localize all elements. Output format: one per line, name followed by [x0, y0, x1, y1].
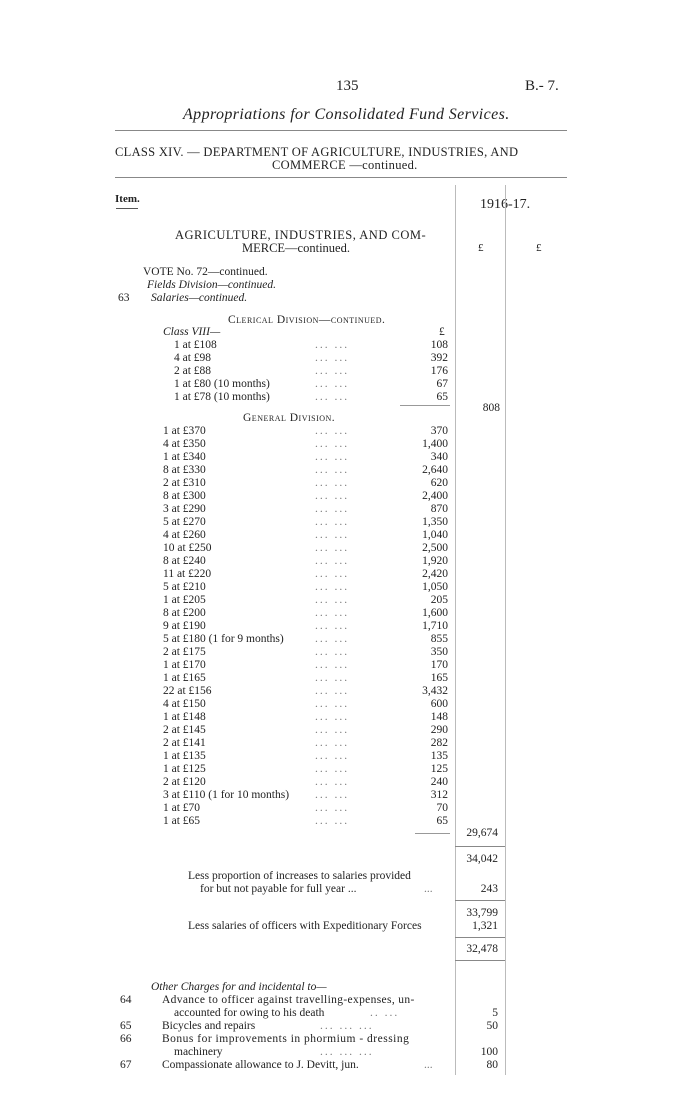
- salary-row: [163, 607, 448, 620]
- salary-row: [174, 352, 448, 365]
- dept-heading-line2-text: MERCE—continued.: [242, 241, 350, 255]
- salary-row-label: 4 at £98: [174, 352, 212, 364]
- leader-dots: ... ...: [315, 516, 350, 528]
- salary-row-amount: 67: [436, 378, 448, 390]
- salary-row-amount: 290: [430, 724, 448, 736]
- leader-dots: ... ...: [315, 789, 350, 801]
- salary-row-amount: 870: [430, 503, 448, 515]
- salary-row-label: 1 at £170: [163, 659, 206, 671]
- other-item-dots: ...: [424, 1059, 433, 1071]
- other-item-amount: 50: [486, 1020, 498, 1032]
- clerical-total: 808: [482, 402, 500, 414]
- less-increases-line1: Less proportion of increases to salaries provided: [188, 870, 411, 882]
- salary-row-label: 1 at £125: [163, 763, 206, 775]
- salary-row-label: 5 at £210: [163, 581, 206, 593]
- salary-row-label: 5 at £270: [163, 516, 206, 528]
- salary-row-label: 1 at £65: [163, 815, 201, 827]
- salary-row-amount: 170: [430, 659, 448, 671]
- less-increases-amount: 243: [480, 883, 498, 895]
- other-item-text: Bicycles and repairs: [162, 1020, 256, 1032]
- salary-row: [163, 594, 448, 607]
- salary-row-amount: 2,420: [422, 568, 448, 580]
- leader-dots: ... ...: [315, 685, 350, 697]
- salary-row-label: 1 at £78 (10 months): [174, 391, 270, 403]
- salary-row-amount: 2,640: [422, 464, 448, 476]
- dept-heading-line2: [242, 241, 350, 256]
- salary-row-label: 1 at £80 (10 months): [174, 378, 270, 390]
- salary-row: [174, 378, 448, 391]
- salary-row-label: 2 at £145: [163, 724, 206, 736]
- salary-row-label: 1 at £70: [163, 802, 201, 814]
- salary-row-label: 2 at £175: [163, 646, 206, 658]
- other-item-number: 65: [120, 1020, 132, 1032]
- salaries-label: Salaries—continued.: [151, 292, 248, 304]
- leader-dots: ... ...: [315, 464, 350, 476]
- salary-row-amount: 600: [430, 698, 448, 710]
- salary-row-amount: 855: [430, 633, 448, 645]
- salary-row: [163, 789, 448, 802]
- leader-dots: ... ...: [315, 633, 350, 645]
- class-heading-line1: CLASS XIV. — DEPARTMENT OF AGRICULTURE, INDUSTRIES, AND: [115, 145, 519, 159]
- less-expeditionary-amount: 1,321: [472, 920, 498, 932]
- salary-row: [174, 365, 448, 378]
- header-rule: [115, 130, 567, 131]
- vote-number: VOTE No. 72—continued.: [143, 266, 268, 278]
- leader-dots: ... ...: [315, 352, 350, 364]
- subtotal3-underline: [455, 960, 505, 961]
- column-rule-left: [455, 185, 456, 1075]
- salary-row: [163, 711, 448, 724]
- less-increases-line2: for but not payable for full year ...: [200, 883, 357, 895]
- less-expeditionary-text: Less salaries of officers with Expeditionary Forces: [188, 920, 422, 932]
- other-item-dots: ... ... ...: [320, 1020, 374, 1032]
- leader-dots: ... ...: [315, 490, 350, 502]
- leader-dots: ... ...: [315, 659, 350, 671]
- leader-dots: ... ...: [315, 581, 350, 593]
- clerical-sum-rule: [400, 405, 450, 406]
- salary-row: [163, 490, 448, 503]
- salary-row-amount: 135: [430, 750, 448, 762]
- general-sum-rule: [415, 833, 450, 834]
- leader-dots: ... ...: [315, 802, 350, 814]
- salary-row-amount: 70: [436, 802, 448, 814]
- subtotal1-amount: 34,042: [466, 853, 498, 865]
- salary-row-amount: 1,040: [422, 529, 448, 541]
- doc-reference: B.- 7.: [525, 78, 559, 94]
- other-item-number: 67: [120, 1059, 132, 1071]
- leader-dots: ... ...: [315, 646, 350, 658]
- column-rule-right: [505, 185, 506, 1075]
- salary-row: [163, 633, 448, 646]
- salary-row-label: 8 at £330: [163, 464, 206, 476]
- clerical-pound-sign: £: [439, 326, 445, 338]
- year-column-header: 1916-17.: [480, 197, 531, 212]
- salary-row-amount: 205: [430, 594, 448, 606]
- salary-row: [163, 685, 448, 698]
- salary-row: [163, 581, 448, 594]
- subtotal1-rule: [455, 846, 505, 847]
- vote-item-number: 63: [118, 292, 130, 304]
- other-item-amount: 100: [480, 1046, 498, 1058]
- salary-row: [174, 391, 448, 404]
- leader-dots: ... ...: [315, 425, 350, 437]
- salary-row-amount: 1,600: [422, 607, 448, 619]
- other-item-text-cont: accounted for owing to his death: [174, 1007, 325, 1019]
- leader-dots: ... ...: [315, 451, 350, 463]
- clerical-heading: Clerical Division—continued.: [228, 314, 386, 326]
- other-item-dots: .. ...: [370, 1007, 400, 1019]
- leader-dots: ... ...: [315, 724, 350, 736]
- page-title: Appropriations for Consolidated Fund Services.: [183, 106, 510, 123]
- leader-dots: ... ...: [315, 568, 350, 580]
- leader-dots: ... ...: [315, 750, 350, 762]
- salary-row-label: 1 at £135: [163, 750, 206, 762]
- salary-row-label: 8 at £200: [163, 607, 206, 619]
- salary-row: [163, 776, 448, 789]
- salary-row-amount: 282: [430, 737, 448, 749]
- leader-dots: ... ...: [315, 711, 350, 723]
- pound-sign-col2: £: [536, 242, 542, 254]
- leader-dots: ... ...: [315, 776, 350, 788]
- other-item-text-cont: machinery: [174, 1046, 223, 1058]
- salary-row: [163, 737, 448, 750]
- subtotal2-amount: 33,799: [466, 907, 498, 919]
- salary-row-label: 10 at £250: [163, 542, 212, 554]
- salary-row-label: 1 at £165: [163, 672, 206, 684]
- salary-row-amount: 108: [430, 339, 448, 351]
- salary-row-amount: 1,050: [422, 581, 448, 593]
- salary-row-amount: 392: [430, 352, 448, 364]
- salary-row-label: 11 at £220: [163, 568, 212, 580]
- salary-row: [163, 464, 448, 477]
- salary-row: [163, 815, 448, 828]
- salary-row-label: 3 at £290: [163, 503, 206, 515]
- salary-row-label: 1 at £205: [163, 594, 206, 606]
- salary-row-amount: 1,400: [422, 438, 448, 450]
- leader-dots: ... ...: [315, 529, 350, 541]
- subtotal2-rule: [455, 900, 505, 901]
- salary-row-label: 1 at £370: [163, 425, 206, 437]
- leader-dots: ... ...: [315, 594, 350, 606]
- salary-row: [163, 542, 448, 555]
- salary-row-label: 4 at £350: [163, 438, 206, 450]
- salary-row: [163, 425, 448, 438]
- clerical-class-label: Class VIII—: [163, 326, 221, 338]
- salary-row-amount: 620: [430, 477, 448, 489]
- salary-row: [163, 503, 448, 516]
- general-heading: General Division.: [243, 412, 336, 424]
- salary-row-amount: 165: [430, 672, 448, 684]
- salary-row: [163, 516, 448, 529]
- leader-dots: ... ...: [315, 438, 350, 450]
- other-item-amount: 80: [486, 1059, 498, 1071]
- leader-dots: ... ...: [315, 542, 350, 554]
- salary-row: [163, 568, 448, 581]
- page-number: 135: [336, 78, 359, 94]
- subtotal3-amount: 32,478: [466, 943, 498, 955]
- salary-row-amount: 65: [436, 391, 448, 403]
- less-increases-dots: ...: [424, 883, 433, 895]
- item-column-header: Item.: [115, 193, 140, 205]
- salary-row: [163, 529, 448, 542]
- salary-row-label: 1 at £340: [163, 451, 206, 463]
- salary-row-label: 9 at £190: [163, 620, 206, 632]
- salary-row-label: 4 at £150: [163, 698, 206, 710]
- subtotal3-rule: [455, 937, 505, 938]
- pound-sign-col1: £: [478, 242, 484, 254]
- salary-row: [163, 477, 448, 490]
- salary-row: [163, 646, 448, 659]
- salary-row-label: 8 at £240: [163, 555, 206, 567]
- salary-row-label: 4 at £260: [163, 529, 206, 541]
- salary-row-amount: 3,432: [422, 685, 448, 697]
- salary-row-label: 2 at £141: [163, 737, 206, 749]
- leader-dots: ... ...: [315, 815, 350, 827]
- salary-row-amount: 240: [430, 776, 448, 788]
- salary-row: [163, 451, 448, 464]
- fields-division: Fields Division—continued.: [147, 279, 277, 291]
- leader-dots: ... ...: [315, 737, 350, 749]
- other-item-text: Bonus for improvements in phormium - dressing: [162, 1033, 410, 1045]
- leader-dots: ... ...: [315, 391, 350, 403]
- salary-row-amount: 340: [430, 451, 448, 463]
- salary-row-label: 1 at £148: [163, 711, 206, 723]
- salary-row-amount: 1,710: [422, 620, 448, 632]
- salary-row-amount: 370: [430, 425, 448, 437]
- salary-row-label: 2 at £310: [163, 477, 206, 489]
- leader-dots: ... ...: [315, 620, 350, 632]
- salary-row: [163, 763, 448, 776]
- salary-row: [163, 438, 448, 451]
- salary-row-label: 2 at £120: [163, 776, 206, 788]
- leader-dots: ... ...: [315, 607, 350, 619]
- salary-row: [163, 620, 448, 633]
- leader-dots: ... ...: [315, 378, 350, 390]
- general-total: 29,674: [466, 827, 498, 839]
- salary-row-amount: 1,920: [422, 555, 448, 567]
- leader-dots: ... ...: [315, 365, 350, 377]
- salary-row-label: 2 at £88: [174, 365, 212, 377]
- salary-row-amount: 65: [436, 815, 448, 827]
- other-item-text: Compassionate allowance to J. Devitt, jun.: [162, 1059, 359, 1071]
- salary-row-amount: 1,350: [422, 516, 448, 528]
- salary-row-label: 22 at £156: [163, 685, 212, 697]
- salary-row: [163, 659, 448, 672]
- leader-dots: ... ...: [315, 672, 350, 684]
- leader-dots: ... ...: [315, 555, 350, 567]
- salary-row: [174, 339, 448, 352]
- other-item-amount: 5: [492, 1007, 498, 1019]
- other-item-number: 64: [120, 994, 132, 1006]
- other-item-dots: ... ... ...: [320, 1046, 374, 1058]
- leader-dots: ... ...: [315, 503, 350, 515]
- salary-row-amount: 2,400: [422, 490, 448, 502]
- salary-row-amount: 148: [430, 711, 448, 723]
- dept-heading-line1: AGRICULTURE, INDUSTRIES, AND COM-: [175, 228, 427, 242]
- salary-row-amount: 2,500: [422, 542, 448, 554]
- class-heading-line2: COMMERCE —continued.: [272, 158, 418, 172]
- leader-dots: ... ...: [315, 339, 350, 351]
- salary-row: [163, 724, 448, 737]
- salary-row-label: 8 at £300: [163, 490, 206, 502]
- salary-row-amount: 312: [430, 789, 448, 801]
- other-item-number: 66: [120, 1033, 132, 1045]
- salary-row: [163, 750, 448, 763]
- salary-row-amount: 125: [430, 763, 448, 775]
- leader-dots: ... ...: [315, 477, 350, 489]
- other-charges-heading: Other Charges for and incidental to—: [151, 981, 327, 993]
- class-heading-rule: [115, 177, 567, 178]
- salary-row: [163, 555, 448, 568]
- salary-row: [163, 672, 448, 685]
- other-item-text: Advance to officer against travelling-expenses, un-: [162, 994, 415, 1006]
- leader-dots: ... ...: [315, 763, 350, 775]
- salary-row-label: 5 at £180 (1 for 9 months): [163, 633, 284, 645]
- salary-row-label: 3 at £110 (1 for 10 months): [163, 789, 290, 801]
- salary-row-label: 1 at £108: [174, 339, 217, 351]
- salary-row: [163, 802, 448, 815]
- leader-dots: ... ...: [315, 698, 350, 710]
- item-header-underline: [116, 208, 138, 209]
- salary-row: [163, 698, 448, 711]
- salary-row-amount: 176: [430, 365, 448, 377]
- salary-row-amount: 350: [430, 646, 448, 658]
